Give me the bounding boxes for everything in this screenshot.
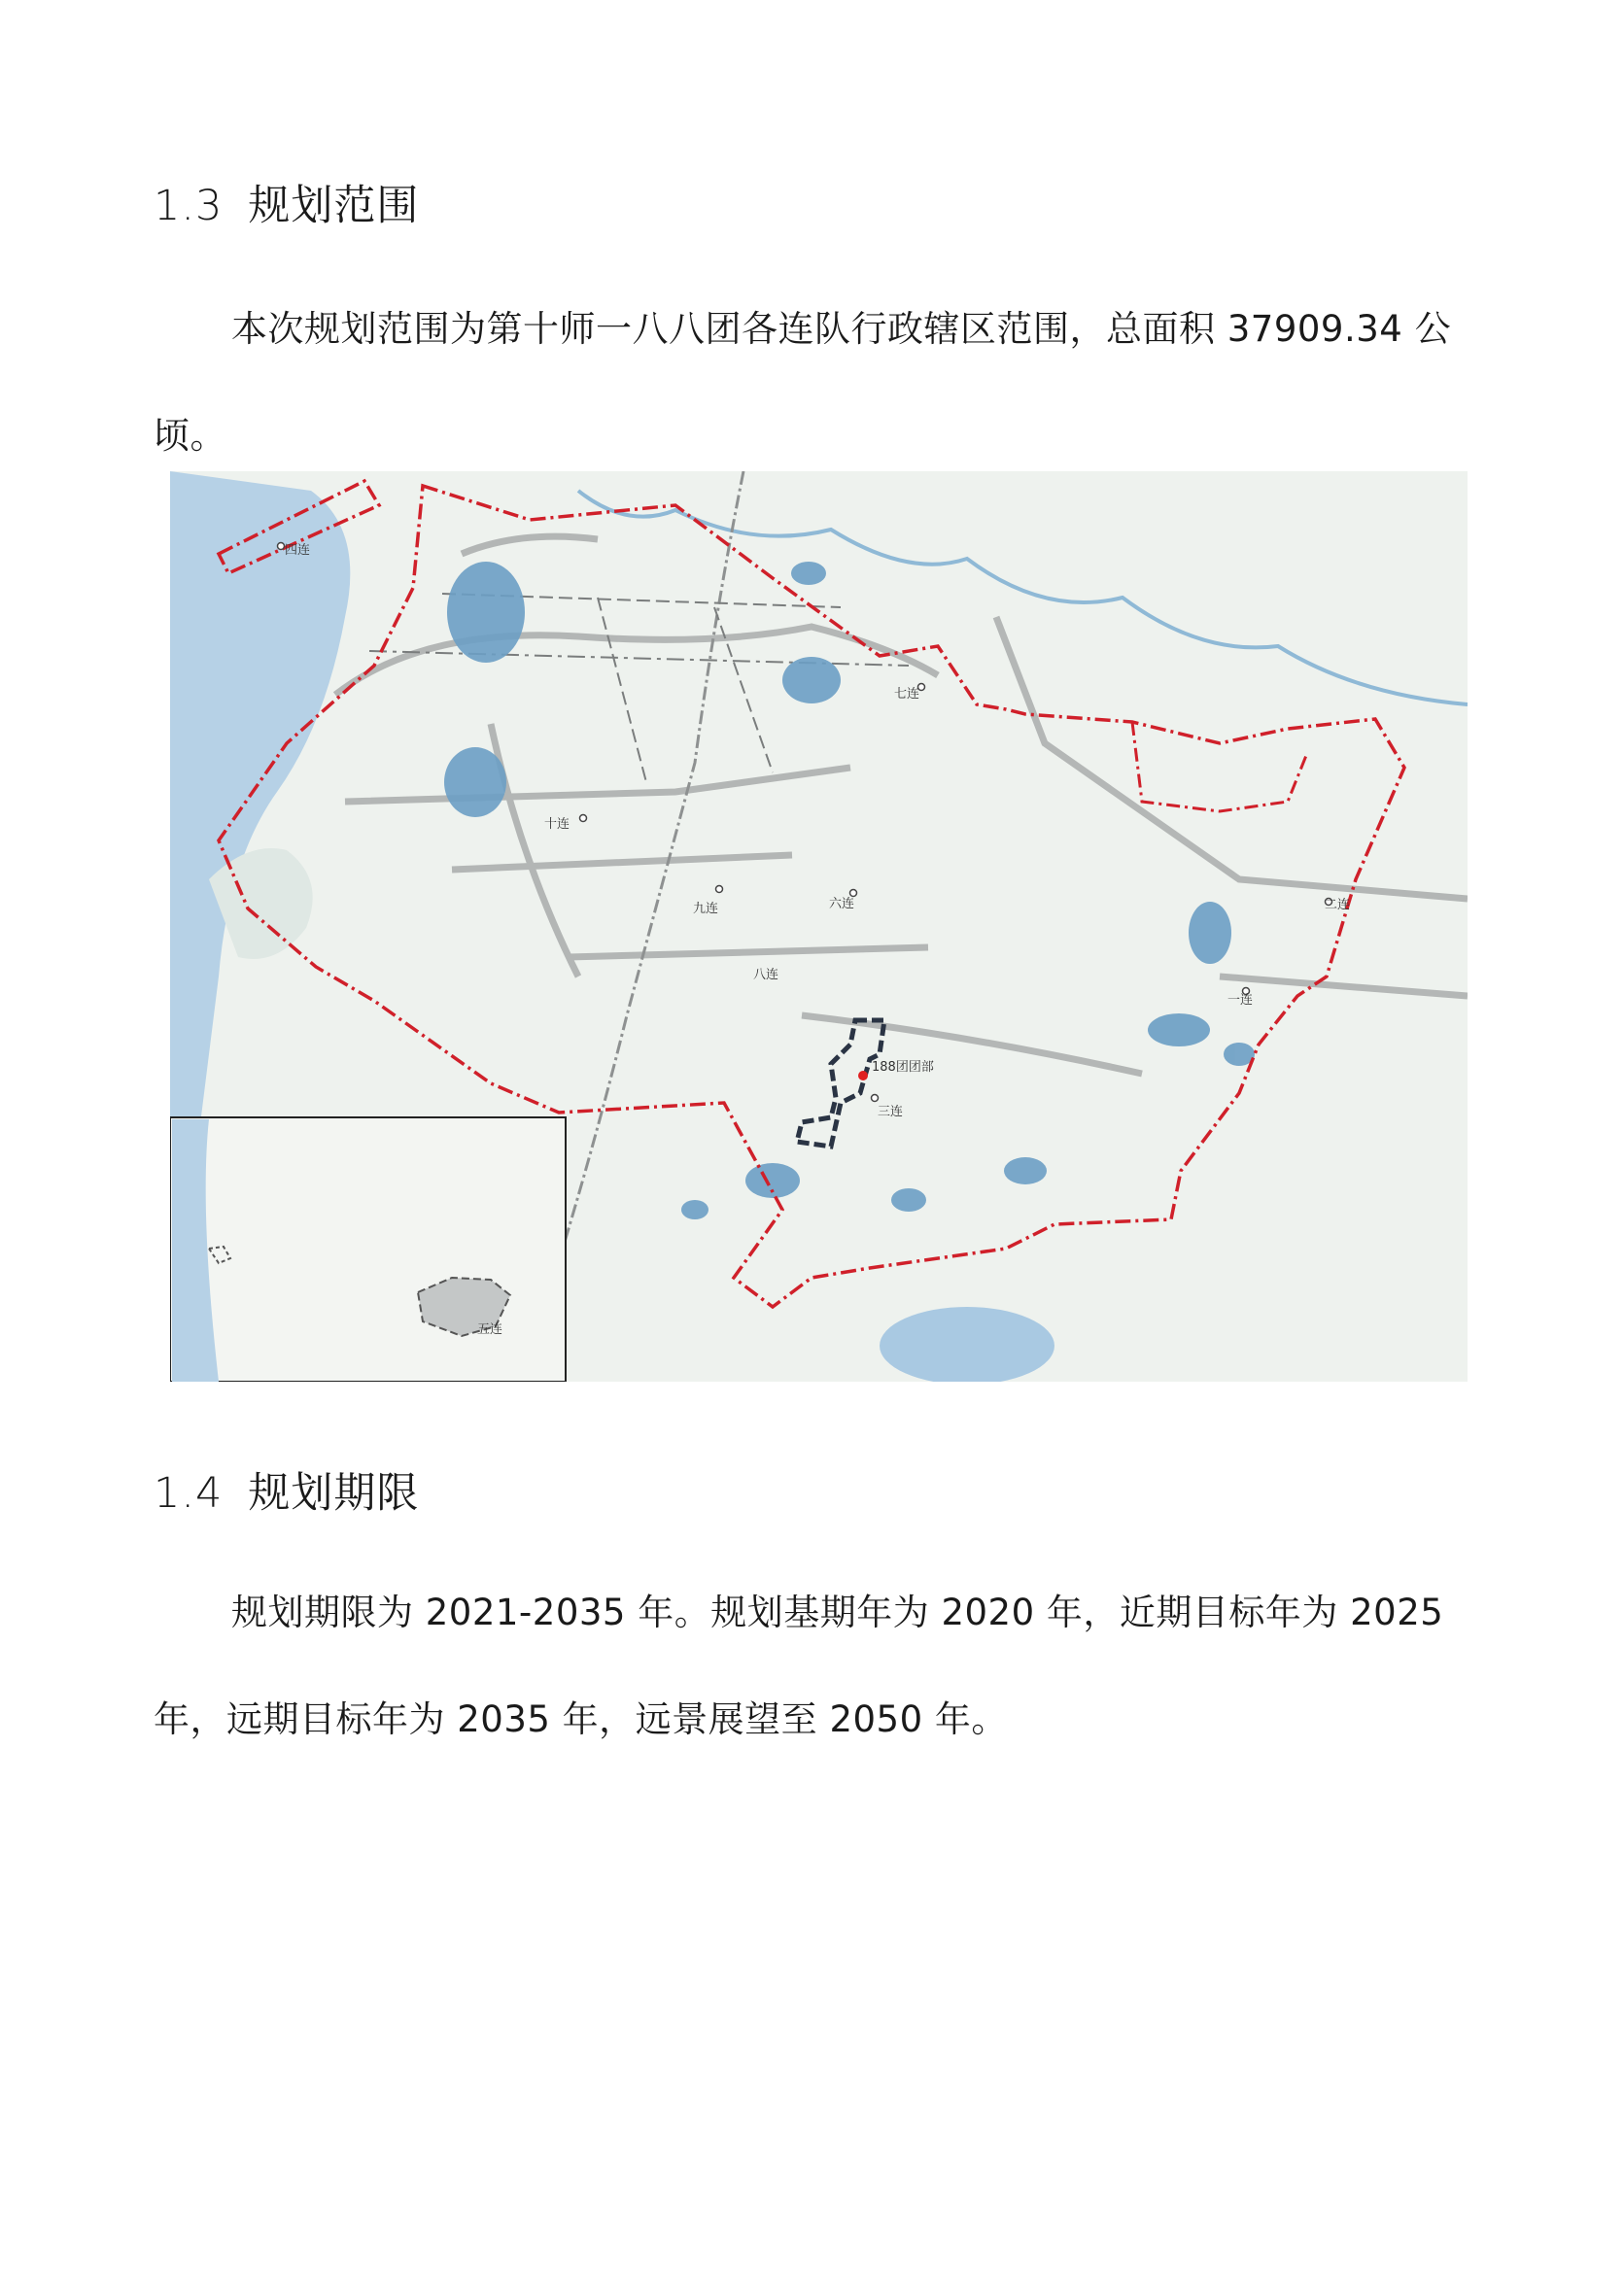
label-c9: 九连 bbox=[693, 902, 719, 916]
label-c8: 八连 bbox=[753, 968, 779, 982]
section-title: 规划范围 bbox=[248, 182, 420, 230]
label-c7: 七连 bbox=[894, 687, 920, 702]
period-text: 规划期限为 2021-2035 年。规划基期年为 2020 年，近期目标年为 2025 年，远期目标年为 2035 年，远景展望至 2050 年。 bbox=[154, 1592, 1444, 1740]
label-c6: 六连 bbox=[829, 897, 855, 911]
label-c5: 五连 bbox=[477, 1322, 503, 1337]
planning-scope-map bbox=[170, 471, 1468, 1382]
section-heading-1-4 bbox=[154, 1460, 419, 1520]
label-c4: 四连 bbox=[285, 543, 311, 558]
label-c10: 十连 bbox=[544, 817, 570, 832]
section-number: 1.3 bbox=[154, 182, 224, 230]
section-title: 规划期限 bbox=[248, 1469, 420, 1518]
scope-paragraph bbox=[154, 276, 1475, 490]
hq-marker bbox=[858, 1071, 868, 1080]
scope-text: 本次规划范围为第十师一八八团各连队行政辖区范围，总面积 37909.34 公顷。 bbox=[154, 308, 1452, 457]
label-c2: 二连 bbox=[1325, 898, 1351, 912]
lower-lake bbox=[880, 1307, 1054, 1382]
period-paragraph bbox=[154, 1559, 1475, 1773]
inset-map bbox=[170, 1117, 566, 1382]
label-hq: 188团团部 bbox=[872, 1060, 934, 1075]
label-c1: 一连 bbox=[1227, 993, 1254, 1008]
section-heading-1-3 bbox=[154, 173, 419, 232]
section-number: 1.4 bbox=[154, 1469, 224, 1518]
label-c3: 三连 bbox=[878, 1105, 904, 1119]
